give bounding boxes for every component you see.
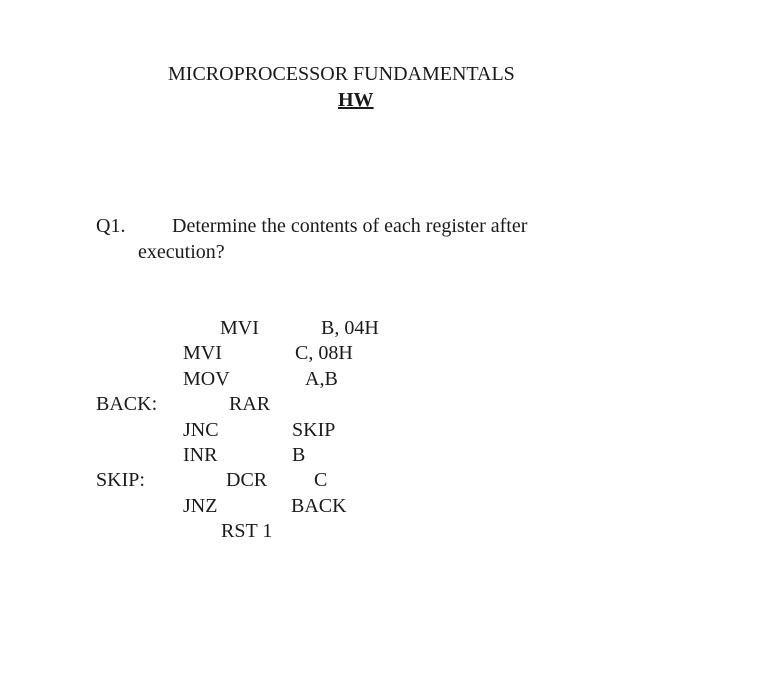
program-mnemonic: DCR: [226, 469, 268, 491]
program-mnemonic: MVI: [220, 317, 259, 339]
question-number: Q1.: [96, 215, 126, 237]
program-operand: B, 04H: [321, 317, 379, 339]
program-label: SKIP:: [96, 469, 145, 491]
program-mnemonic: RAR: [229, 393, 271, 415]
program-mnemonic: RST 1: [221, 520, 273, 542]
program-mnemonic: MVI: [183, 342, 222, 364]
program-label: BACK:: [96, 393, 158, 415]
program-operand: C: [314, 469, 328, 491]
program-operand: A,B: [305, 368, 338, 390]
program-operand: B: [292, 444, 306, 466]
question-text-line1: Determine the contents of each register after: [172, 215, 528, 237]
question-text-line2: execution?: [138, 241, 225, 263]
document-title: MICROPROCESSOR FUNDAMENTALS: [168, 63, 515, 85]
document-subtitle: HW: [338, 89, 374, 111]
program-operand: SKIP: [292, 419, 336, 441]
program-mnemonic: JNC: [183, 419, 219, 441]
program-mnemonic: JNZ: [183, 495, 218, 517]
program-operand: BACK: [291, 495, 347, 517]
program-mnemonic: MOV: [183, 368, 230, 390]
program-mnemonic: INR: [183, 444, 218, 466]
program-operand: C, 08H: [295, 342, 353, 364]
